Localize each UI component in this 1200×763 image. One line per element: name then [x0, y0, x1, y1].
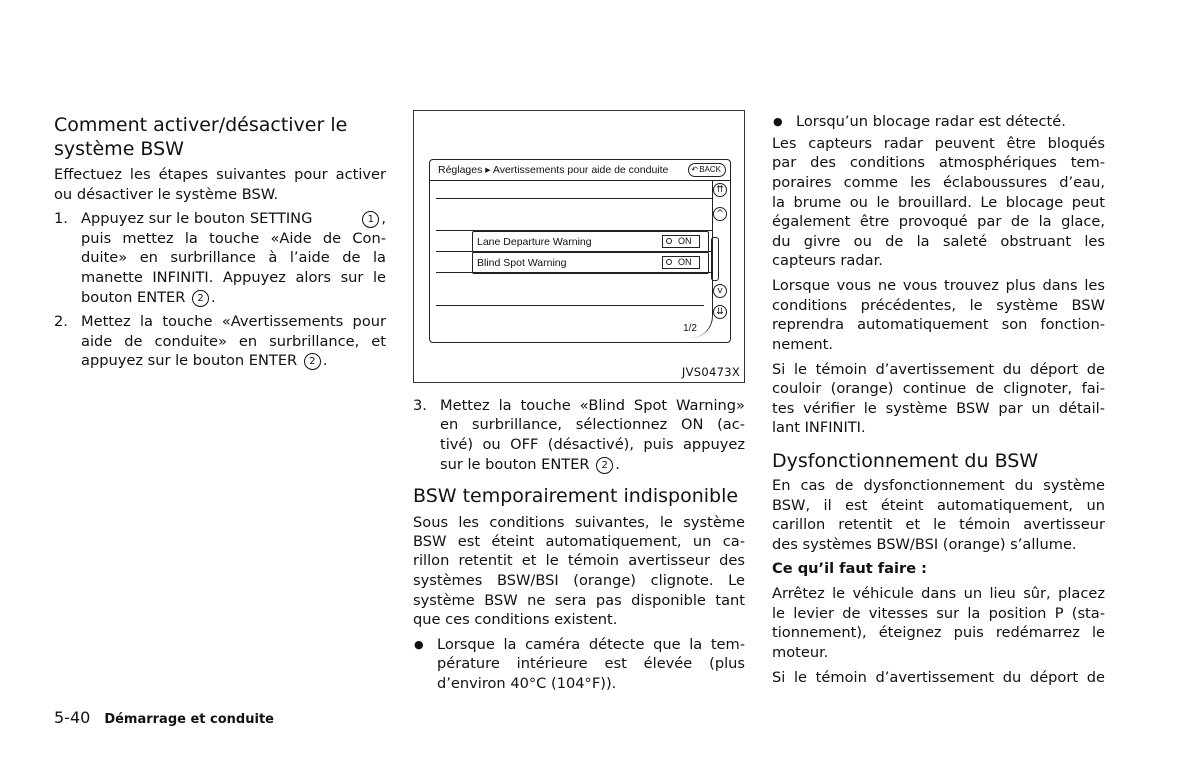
toggle-indicator-icon — [666, 259, 672, 265]
intro-line: ou désactiver le système BSW. — [54, 186, 279, 203]
para-line: Lorsque vous ne vous trouvez plus dans les — [772, 277, 1105, 294]
step1-line: manette INFINITI. Appuyez alors sur le — [81, 269, 386, 286]
step1-line: Appuyez sur le bouton SETTING 1 , — [81, 210, 386, 227]
step2-line: aide de conduite» en surbrillance, et — [81, 333, 386, 350]
what-to-do-label: Ce qu’il faut faire : — [772, 560, 928, 577]
button-2-icon: 2 — [304, 353, 321, 370]
button-2-icon: 2 — [596, 457, 613, 474]
scrollbar[interactable] — [711, 237, 719, 281]
back-arrow-icon: ↶ — [691, 165, 698, 174]
para-line: lant INFINITI. — [772, 419, 866, 436]
para-line: Si le témoin d’avertissement du déport de — [772, 669, 1105, 686]
figure-code: JVS0473X — [681, 365, 740, 379]
para-line: par des conditions atmosphériques tem- — [772, 154, 1105, 171]
bullet-line: pérature intérieure est élevée (plus — [437, 655, 745, 672]
para-line: du givre ou de la saleté obstruant les — [772, 233, 1105, 250]
section-title: Démarrage et conduite — [104, 712, 274, 727]
bullet-line: d’environ 40°C (104°F)). — [437, 675, 617, 692]
para-line: le levier de vitesses sur la position P (sta- — [772, 605, 1105, 622]
para-line: couloir (orange) continue de clignoter, fai- — [772, 380, 1105, 397]
step2-line: Mettez la touche «Avertissements pour — [81, 313, 386, 330]
para-line: BSW, il est éteint automatiquement, un — [772, 497, 1105, 514]
para-line: Si le témoin d’avertissement du déport de — [772, 361, 1105, 378]
para-line: BSW est éteint automatiquement, un ca- — [413, 533, 745, 550]
scroll-down-icon[interactable]: v — [713, 284, 727, 298]
step3-line: en surbrillance, sélectionnez ON (ac- — [440, 416, 745, 433]
para-line: rillon retentit et le témoin avertisseur des — [413, 552, 745, 569]
page-down-icon[interactable]: ⇊ — [713, 305, 727, 319]
bullet-line: Lorsque la caméra détecte que la tem- — [437, 636, 745, 653]
para-line: poraires comme les éclaboussures d’eau, — [772, 174, 1105, 191]
settings-screen-figure — [413, 110, 745, 383]
scroll-up-icon[interactable]: ^ — [713, 207, 727, 221]
para-line: tes vérifier le système BSW par un détail- — [772, 400, 1105, 417]
step3-line: sur le bouton ENTER 2 . — [440, 456, 620, 473]
para-line: systèmes BSW/BSI (orange) clignote. Le — [413, 572, 745, 589]
para-line: la brume ou le brouillard. Le blocage peut — [772, 194, 1105, 211]
blind-spot-toggle[interactable]: ON — [662, 256, 700, 269]
section-heading-activate: Comment activer/désactiver le système BSW — [54, 114, 348, 160]
page-footer — [54, 708, 274, 727]
para-line: Les capteurs radar peuvent être bloqués — [772, 135, 1105, 152]
back-button[interactable]: ↶ BACK — [688, 163, 726, 177]
section-heading-unavailable: BSW temporairement indisponible — [413, 485, 739, 507]
para-line: moteur. — [772, 644, 829, 661]
display-screen — [429, 159, 731, 343]
bullet-line: Lorsqu’un blocage radar est détecté. — [796, 113, 1066, 130]
button-1-icon: 1 — [362, 211, 379, 228]
settings-list — [436, 180, 713, 338]
bullet-icon: ● — [773, 115, 783, 128]
step3-line: tivé) ou OFF (désactivé), puis appuyez — [440, 436, 745, 453]
step-number: 2. — [54, 313, 68, 330]
para-line: capteurs radar. — [772, 252, 883, 269]
page-indicator: 1/2 — [683, 323, 697, 334]
step1-line: puis mettez la touche «Aide de Con- — [81, 230, 386, 247]
step3-line: Mettez la touche «Blind Spot Warning» — [440, 397, 745, 414]
para-line: que ces conditions existent. — [413, 611, 618, 628]
list-item-lane-departure[interactable]: Lane Departure Warning ON — [472, 231, 709, 253]
step1-line: duite» en surbrillance à l’aide de la — [81, 249, 386, 266]
para-line: également être provoqué par de la glace, — [772, 213, 1105, 230]
step1-line: bouton ENTER 2 . — [81, 289, 216, 306]
para-line: En cas de dysfonctionnement du système — [772, 477, 1105, 494]
screen-header: Réglages ▸ Avertissements pour aide de conduite ↶ BACK — [430, 160, 730, 181]
para-line: tionnement), éteignez puis redémarrez le — [772, 624, 1105, 641]
para-line: des systèmes BSW/BSI (orange) s’allume. — [772, 536, 1077, 553]
step-number: 1. — [54, 210, 68, 227]
para-line: carillon retentit et le témoin avertisseur — [772, 516, 1105, 533]
para-line: système BSW ne sera pas disponible tant — [413, 592, 745, 609]
para-line: nement. — [772, 336, 834, 353]
page-up-icon[interactable]: ⇈ — [713, 183, 727, 197]
list-item-blind-spot[interactable]: Blind Spot Warning ON — [472, 252, 709, 274]
para-line: Sous les conditions suivantes, le système — [413, 514, 745, 531]
step2-line: appuyez sur le bouton ENTER 2 . — [81, 352, 328, 369]
step-number: 3. — [413, 397, 427, 414]
para-line: Arrêtez le véhicule dans un lieu sûr, placez — [772, 585, 1105, 602]
lane-departure-toggle[interactable]: ON — [662, 235, 700, 248]
toggle-indicator-icon — [666, 238, 672, 244]
para-line: conditions précédentes, le système BSW — [772, 297, 1105, 314]
intro-line: Effectuez les étapes suivantes pour activer — [54, 166, 386, 183]
bullet-icon: ● — [414, 638, 424, 651]
button-2-icon: 2 — [192, 290, 209, 307]
page-number: 5-40 — [54, 708, 91, 727]
section-heading-malfunction: Dysfonctionnement du BSW — [772, 450, 1039, 472]
para-line: reprendra automatiquement son fonction- — [772, 316, 1105, 333]
